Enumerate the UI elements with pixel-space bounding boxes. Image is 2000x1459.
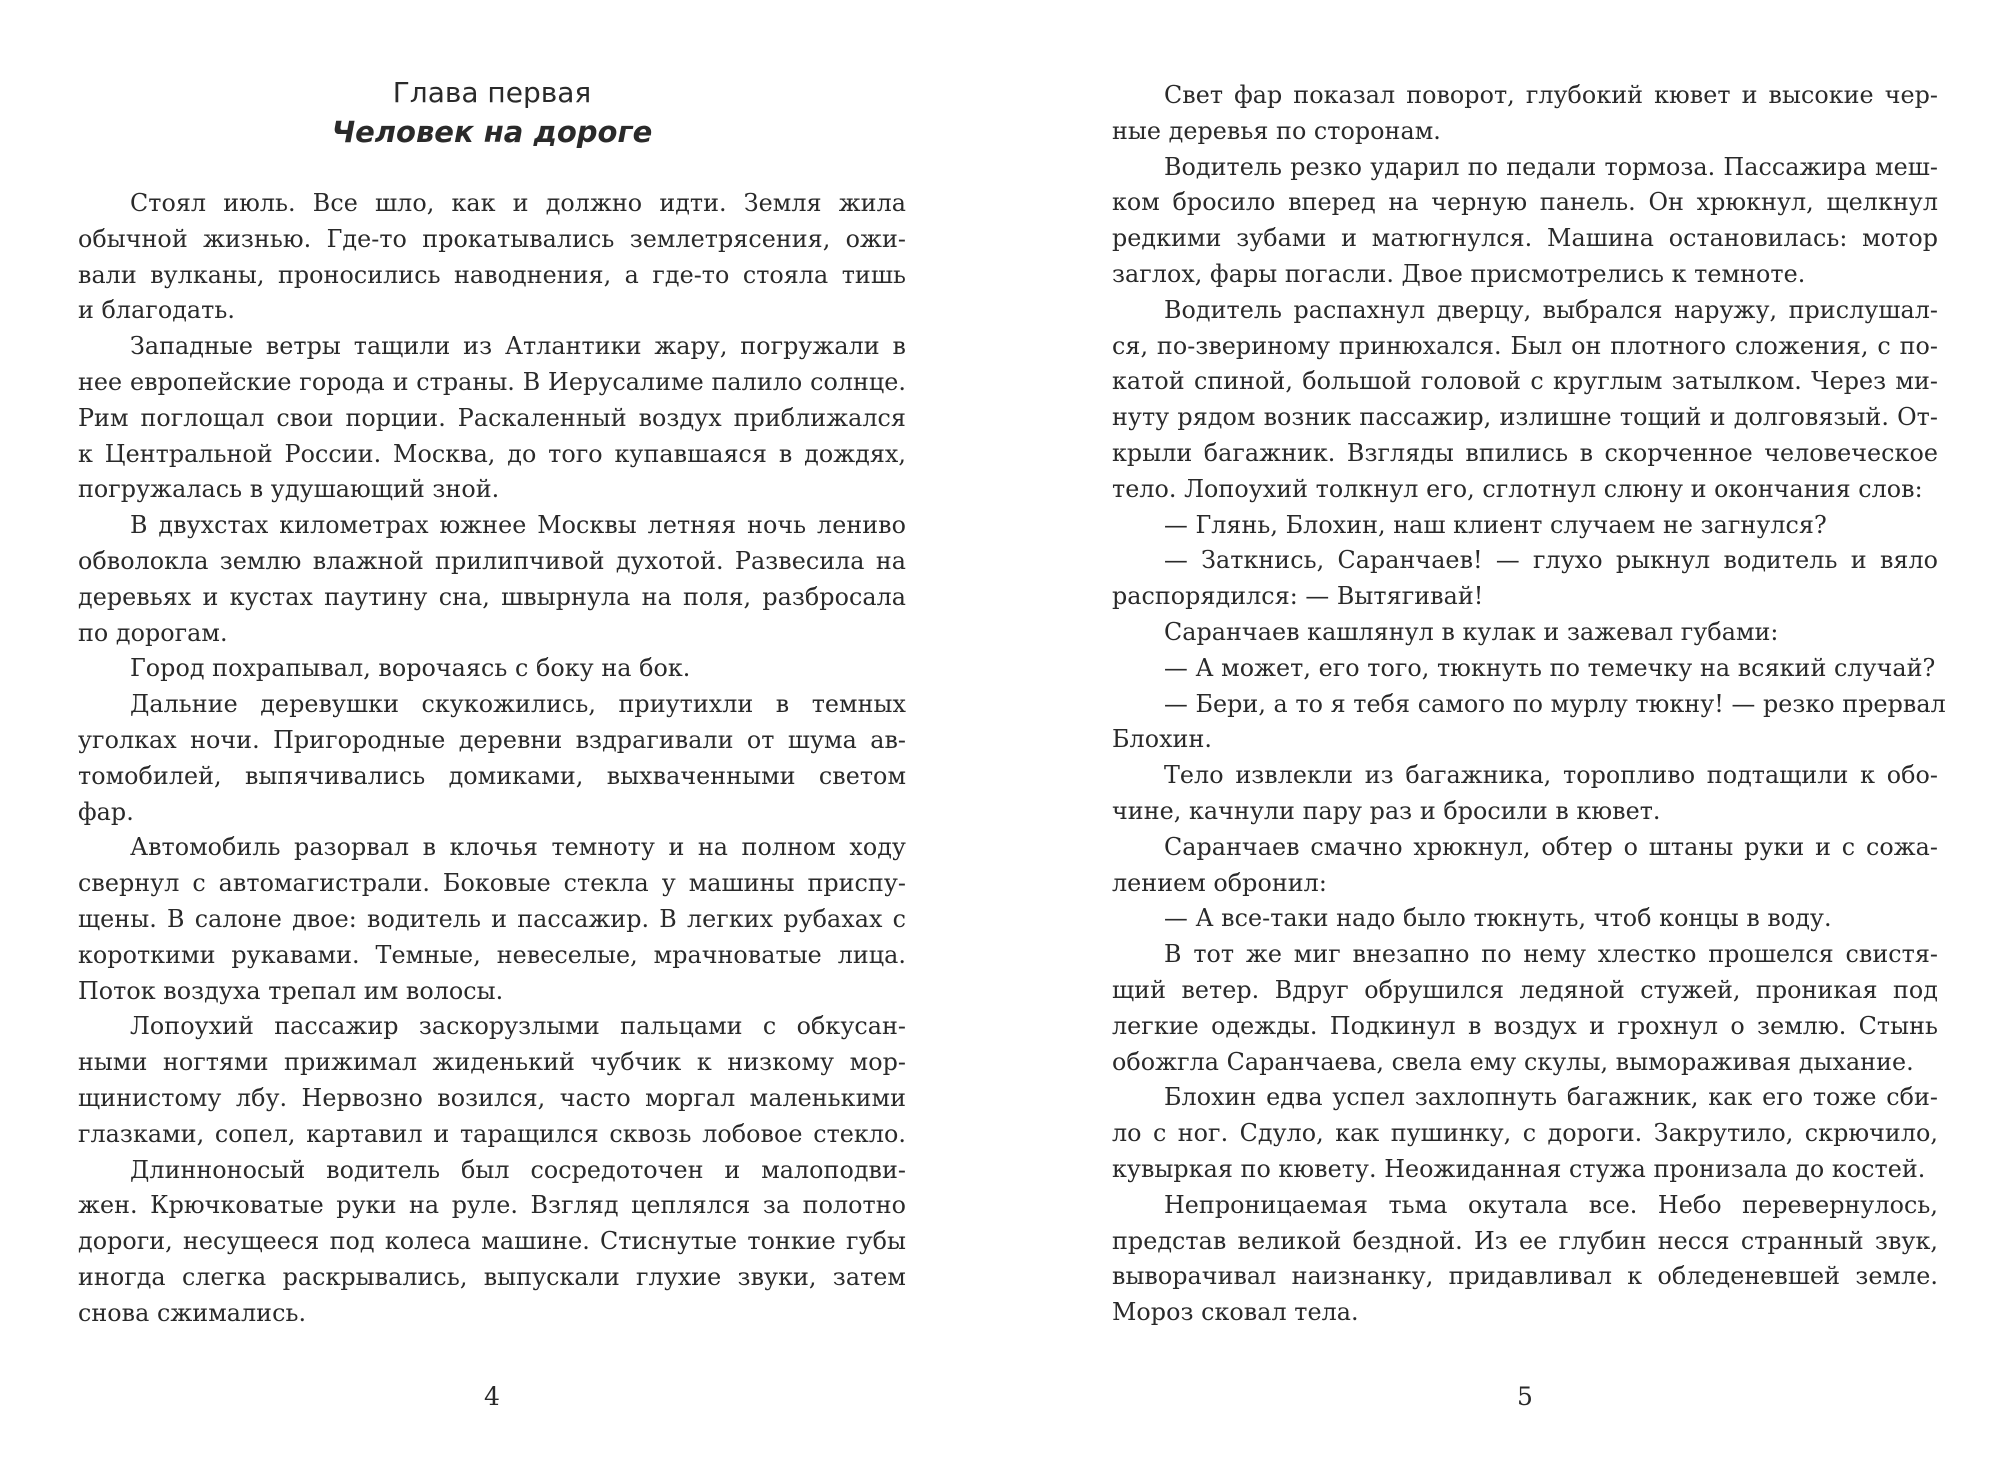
chapter-header: [78, 74, 906, 152]
text-line: представ великой бездной. Из ее глубин несся странный звук,: [1112, 1226, 1938, 1255]
text-line: по дорогам.: [78, 618, 228, 647]
text-line: — Заткнись, Саранчаев! — глухо рыкнул водитель и вяло: [1164, 546, 1938, 575]
text-line: лением обронил:: [1112, 868, 1327, 897]
text-line: В двухстах километрах южнее Москвы летняя ночь лениво: [130, 511, 906, 540]
text-line: Мороз сковал тела.: [1112, 1298, 1359, 1327]
text-line: погружалась в удушающий зной.: [78, 475, 500, 504]
text-line: короткими рукавами. Темные, невеселые, мрачноватые лица.: [78, 940, 906, 969]
text-line: деревьях и кустах паутину сна, швырнула на поля, разбросала: [78, 582, 906, 611]
text-line: томобилей, выпячивались домиками, выхваченными светом: [78, 761, 906, 790]
page-number: 4: [484, 1382, 500, 1411]
page-number: 5: [1517, 1382, 1533, 1411]
text-line: Саранчаев смачно хрюкнул, обтер о штаны руки и с сожа-: [1164, 832, 1938, 861]
text-line: Тело извлекли из багажника, торопливо подтащили к обо-: [1164, 761, 1938, 790]
text-line: глазками, сопел, картавил и таращился сквозь лобовое стекло.: [78, 1119, 906, 1148]
text-line: Рим поглощал свои порции. Раскаленный воздух приближался: [78, 403, 906, 432]
text-line: Город похрапывал, ворочаясь с боку на бок.: [130, 654, 691, 683]
text-line: Дальние деревушки скукожились, приутихли в темных: [130, 690, 906, 719]
text-line: обволокла землю влажной прилипчивой духотой. Развесила на: [78, 546, 906, 575]
text-line: снова сжимались.: [78, 1298, 307, 1327]
text-line: чине, качнули пару раз и бросили в кювет.: [1112, 796, 1661, 825]
text-line: крыли багажник. Взгляды впились в скорченное человеческое: [1112, 438, 1938, 467]
text-line: ло с ног. Сдуло, как пушинку, с дороги. Закрутило, скрючило,: [1112, 1119, 1938, 1148]
text-line: заглох, фары погасли. Двое присмотрелись к темноте.: [1112, 259, 1806, 288]
text-line: — А может, его того, тюкнуть по темечку на всякий случай?: [1164, 653, 1936, 682]
text-line: Водитель резко ударил по педали тормоза. Пассажира меш-: [1164, 152, 1938, 181]
chapter-title: Человек на дороге: [331, 115, 653, 149]
text-line: Лопоухий пассажир заскорузлыми пальцами с обкусан-: [130, 1012, 906, 1041]
text-line: Поток воздуха трепал им волосы.: [78, 976, 504, 1005]
text-line: легкие одежды. Подкинул в воздух и грохнул о землю. Стынь: [1112, 1011, 1938, 1040]
text-line: дороги, несущееся под колеса машине. Стиснутые тонкие губы: [78, 1227, 906, 1256]
right-page: [1112, 0, 1946, 1459]
text-line: Блохин.: [1112, 725, 1212, 754]
text-line: распорядился: — Вытягивай!: [1112, 582, 1484, 611]
text-line: нее европейские города и страны. В Иерусалиме палило солнце.: [78, 367, 906, 396]
text-line: и благодать.: [78, 296, 235, 325]
right-page-text: [1112, 78, 1946, 1331]
left-page: [78, 0, 906, 1459]
text-line: Свет фар показал поворот, глубокий кювет и высокие чер-: [1164, 81, 1938, 109]
text-line: Длинноносый водитель был сосредоточен и малоподви-: [130, 1155, 906, 1184]
text-line: вали вулканы, проносились наводнения, а где-то стояла тишь: [78, 260, 906, 289]
text-line: обычной жизнью. Где-то прокатывались землетрясения, ожи-: [78, 224, 906, 253]
text-line: щены. В салоне двое: водитель и пассажир. В легких рубахах с: [78, 904, 906, 933]
text-line: уголках ночи. Пригородные деревни вздрагивали от шума ав-: [78, 725, 906, 754]
text-line: Автомобиль разорвал в клочья темноту и на полном ходу: [130, 833, 906, 862]
text-line: Западные ветры тащили из Атлантики жару, погружали в: [130, 332, 906, 361]
text-line: щинистому лбу. Нервозно возился, часто моргал маленькими: [78, 1083, 906, 1112]
text-line: — Глянь, Блохин, наш клиент случаем не загнулся?: [1164, 510, 1827, 539]
text-line: нуту рядом возник пассажир, излишне тощий и долговязый. От-: [1112, 403, 1938, 432]
text-line: свернул с автомагистрали. Боковые стекла у машины приспу-: [78, 869, 906, 898]
text-line: выворачивал наизнанку, придавливал к обледеневшей земле.: [1112, 1262, 1938, 1291]
text-line: щий ветер. Вдруг обрушился ледяной стужей, проникая под: [1112, 975, 1938, 1004]
text-line: к Центральной России. Москва, до того купавшаяся в дождях,: [78, 439, 906, 468]
text-line: — А все-таки надо было тюкнуть, чтоб концы в воду.: [1164, 904, 1832, 933]
text-line: — Бери, а то я тебя самого по мурлу тюкну! — резко прервал: [1164, 689, 1946, 718]
text-line: жен. Крючковатые руки на руле. Взгляд цеплялся за полотно: [78, 1191, 906, 1220]
text-line: иногда слегка раскрывались, выпускали глухие звуки, затем: [78, 1262, 906, 1291]
text-line: Непроницаемая тьма окутала все. Небо перевернулось,: [1164, 1190, 1938, 1219]
text-line: Стоял июль. Все шло, как и должно идти. Земля жила: [130, 189, 906, 217]
text-line: редкими зубами и матюгнулся. Машина остановилась: мотор: [1112, 224, 1938, 253]
left-page-text: [78, 186, 906, 1332]
text-line: ные деревья по сторонам.: [1112, 116, 1441, 145]
text-line: Водитель распахнул дверцу, выбрался наружу, прислушал-: [1164, 295, 1938, 324]
text-line: фар.: [78, 797, 134, 826]
text-line: Блохин едва успел захлопнуть багажник, как его тоже сби-: [1164, 1083, 1938, 1112]
text-line: Саранчаев кашлянул в кулак и зажевал губами:: [1164, 617, 1779, 646]
text-line: В тот же миг внезапно по нему хлестко прошелся свистя-: [1164, 940, 1938, 969]
text-line: кувыркая по кювету. Неожиданная стужа пронизала до костей.: [1112, 1154, 1926, 1183]
text-line: ком бросило вперед на черную панель. Он хрюкнул, щелкнул: [1112, 188, 1938, 217]
chapter-number: Глава первая: [392, 76, 592, 109]
text-line: обожгла Саранчаева, свела ему скулы, вымораживая дыхание.: [1112, 1047, 1914, 1076]
text-line: ными ногтями прижимал жиденький чубчик к низкому мор-: [78, 1048, 906, 1077]
text-line: катой спиной, большой головой с круглым затылком. Через ми-: [1112, 367, 1938, 396]
text-line: тело. Лопоухий толкнул его, сглотнул слюну и окончания слов:: [1112, 474, 1923, 503]
text-line: ся, по-звериному принюхался. Был он плотного сложения, с по-: [1112, 331, 1938, 360]
